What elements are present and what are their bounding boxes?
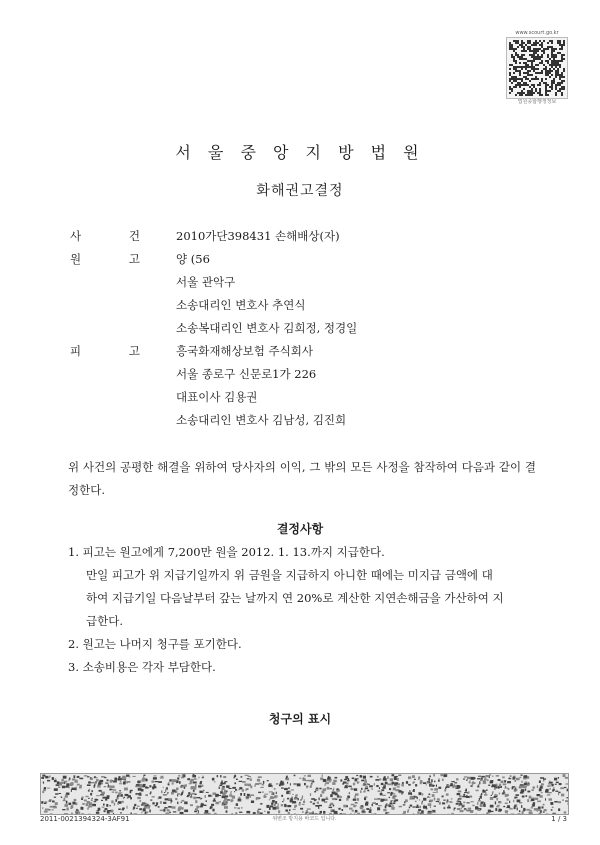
defendant-label: 피 고 [70,344,140,358]
order-item-1-detail: 하여 지급기일 다음날부터 갚는 날까지 연 20%로 계산한 지연손해금을 가산하여 지 [86,591,504,605]
anti-forgery-barcode [40,773,569,815]
plaintiff-name: 양 (56 [176,252,210,266]
order-item-1: 1. 피고는 원고에게 7,200만 원을 2012. 1. 13.까지 지급한다. [68,545,385,559]
barcode-notice: 위변조 방지용 바코드 입니다. [272,816,337,822]
plaintiff-label: 원 고 [70,252,140,266]
order-item-2: 2. 원고는 나머지 청구를 포기한다. [68,637,242,651]
plaintiff-sub-attorney: 소송복대리인 변호사 김희정, 정경일 [176,321,358,335]
qr-url: www.scourt.go.kr [515,30,559,36]
defendant-attorney: 소송대리인 변호사 김남성, 김진희 [176,413,347,427]
qr-code-icon [506,37,568,99]
decision-heading: 결정사항 [276,522,324,536]
page-number: 1 / 3 [551,815,567,823]
defendant-representative: 대표이사 김용권 [176,390,258,404]
defendant-name: 흥국화재해상보험 주식회사 [176,344,313,358]
decision-orders [68,541,538,679]
plaintiff-attorney: 소송대리인 변호사 추연식 [176,298,306,312]
order-item-3: 3. 소송비용은 각자 부담한다. [68,660,216,674]
order-item-1-detail: 급한다. [86,614,123,628]
footer [40,814,569,826]
claim-heading: 청구의 표시 [268,712,332,726]
plaintiff-address: 서울 관악구 [176,275,236,289]
case-number: 2010가단398431 손해배상(자) [176,229,340,243]
order-item-1-detail: 만일 피고가 위 지급기일까지 위 금원을 지급하지 아니한 때에는 미지급 금액에 대 [86,568,493,582]
case-label: 사 건 [70,229,140,243]
qr-caption: 법원종합행정정보 [517,99,557,105]
intro-paragraph: 위 사건의 공평한 해결을 위하여 당사자의 이익, 그 밖의 모든 사정을 참작하여 다음과 같이 결정한다. [68,460,536,497]
court-name: 서 울 중 앙 지 방 법 원 [175,143,425,162]
verification-qr [506,30,568,106]
document-id: 2011-0021394324-3AF91 [40,815,130,823]
document-title: 화해권고결정 [256,183,344,199]
defendant-address: 서울 종로구 신문로1가 226 [176,367,317,381]
